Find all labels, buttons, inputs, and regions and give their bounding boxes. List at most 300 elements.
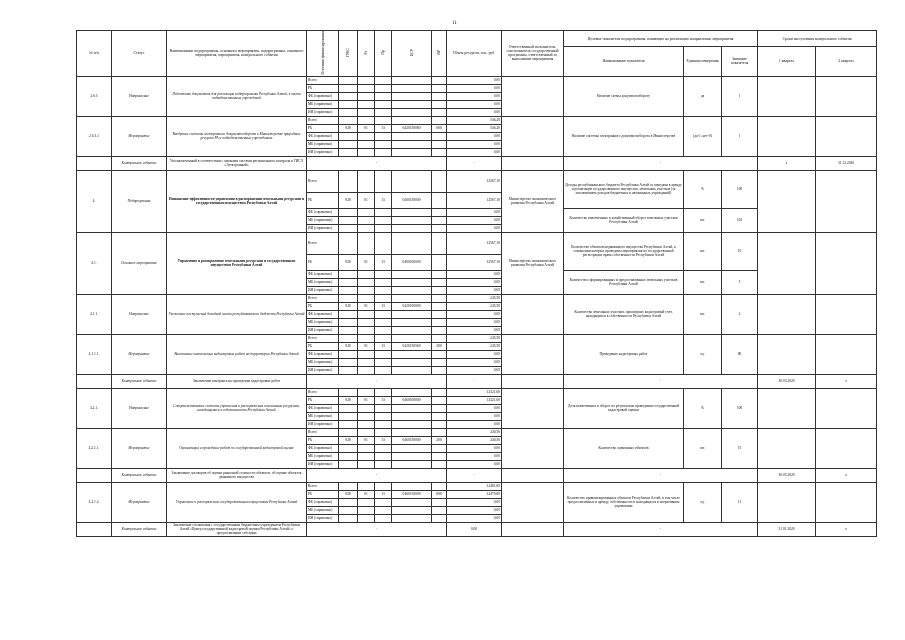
row-q1: 31.01.2020 xyxy=(758,522,816,536)
row-code-empty xyxy=(358,498,375,506)
row-code-empty xyxy=(375,170,392,192)
row-code-empty xyxy=(392,224,432,232)
row-pr: 13 xyxy=(375,254,392,270)
row-q1 xyxy=(758,232,816,294)
row-vr xyxy=(432,192,447,208)
row-target-name: Количество земельных участков, прошедших кадастровый учет, находящихся в собственности Республики Алтай xyxy=(564,294,684,334)
row-volume: 12567,10 xyxy=(447,170,502,192)
row-code-empty xyxy=(358,270,375,278)
row-code-empty xyxy=(375,444,392,452)
row-q2 xyxy=(816,232,877,294)
row-code-empty xyxy=(432,270,447,278)
row-status: Мероприятие xyxy=(112,428,167,468)
row-volume: 0,00 xyxy=(447,286,502,294)
row-q1 xyxy=(758,294,816,334)
row-target-value: 80 xyxy=(722,334,758,374)
row-volume: 0,00 xyxy=(447,366,502,374)
row-volume: 0,00 xyxy=(447,140,502,148)
row-source: Всего xyxy=(307,428,339,436)
row-code-empty xyxy=(392,404,432,412)
row-code-empty xyxy=(392,232,432,254)
row-code-empty xyxy=(358,482,375,490)
row-source: ИИ (справочно) xyxy=(307,514,339,522)
row-code-empty xyxy=(358,286,375,294)
row-volume: 245,50 xyxy=(447,342,502,350)
row-volume: 0,00 xyxy=(447,132,502,140)
row-grbs: 928 xyxy=(339,254,358,270)
row-target-unit: шт. xyxy=(684,232,722,270)
row-code-empty xyxy=(375,286,392,294)
row-codes: - xyxy=(307,468,447,482)
row-code-empty xyxy=(432,140,447,148)
col-grbs: ГРБС xyxy=(346,48,350,58)
row-rz: 01 xyxy=(358,490,375,498)
row-volume: 12321,60 xyxy=(447,396,502,404)
row-target: - xyxy=(564,522,758,536)
row-code-empty xyxy=(358,208,375,216)
row-volume: 0,00 xyxy=(447,310,502,318)
row-source: Всего xyxy=(307,388,339,396)
row-code-empty xyxy=(432,148,447,156)
row-source: МБ (справочно) xyxy=(307,318,339,326)
row-source: Всего xyxy=(307,334,339,342)
row-resp: Министерство экономического развития Республики Алтай xyxy=(502,232,564,294)
row-code-empty xyxy=(392,506,432,514)
row-code-empty xyxy=(339,326,358,334)
row-code-empty xyxy=(339,428,358,436)
row-name: Заключение договоров об оценке рыночной стоимости объектов, об оценке объектов движимого имущества xyxy=(167,468,307,482)
row-name: Подготовка документов для реализации подпрограммы Республики Алтай, в части подведомственных учреждений xyxy=(167,76,307,116)
row-code-empty xyxy=(432,498,447,506)
program-table xyxy=(76,30,877,537)
row-code-empty xyxy=(358,350,375,358)
table-row xyxy=(77,374,877,388)
row-vr: 200 xyxy=(432,436,447,444)
row-volume: 0,00 xyxy=(447,506,502,514)
row-code-empty xyxy=(432,366,447,374)
row-code-empty xyxy=(339,148,358,156)
row-q2: 31.12.2020 xyxy=(816,156,877,170)
row-code-empty xyxy=(339,76,358,84)
row-code-empty xyxy=(375,388,392,396)
row-rz: 01 xyxy=(358,192,375,208)
row-code-empty xyxy=(432,388,447,396)
row-status: Направление xyxy=(112,76,167,116)
row-code-empty xyxy=(432,428,447,436)
row-grbs: 928 xyxy=(339,192,358,208)
row-volume: 0,00 xyxy=(447,216,502,224)
row-code-empty xyxy=(375,270,392,278)
row-code-empty xyxy=(392,286,432,294)
table-row xyxy=(77,428,877,436)
row-target: - xyxy=(564,468,758,482)
row-code-empty xyxy=(339,100,358,108)
row-code-empty xyxy=(375,232,392,254)
row-name: Заключение соглашения с государственным бюджетным учреждением Республики Алтай «Центр государственной кадастровой оценки Республики Алтай» о предоставлении субсидии xyxy=(167,522,307,536)
row-code-empty xyxy=(392,498,432,506)
row-target-unit: да xyxy=(684,76,722,116)
row-status: Мероприятие xyxy=(112,116,167,156)
row-q2 xyxy=(816,334,877,374)
row-source: ФБ (справочно) xyxy=(307,404,339,412)
row-volume: 0,00 xyxy=(447,100,502,108)
row-code-empty xyxy=(358,358,375,366)
row-code-empty xyxy=(339,208,358,216)
row-name: Повышение эффективности управления в распоряжении земельными ресурсами и государственным имуществом Республики Алтай xyxy=(167,170,307,232)
row-status: Контрольное событие xyxy=(112,522,167,536)
row-code-empty xyxy=(339,216,358,224)
row-grbs: 928 xyxy=(339,396,358,404)
row-code-empty xyxy=(375,208,392,216)
row-rz: 01 xyxy=(358,254,375,270)
row-code-empty xyxy=(375,420,392,428)
row-num: 4.1. xyxy=(77,232,112,294)
row-code-empty xyxy=(392,326,432,334)
row-source: ИИ (справочно) xyxy=(307,326,339,334)
row-q1 xyxy=(758,116,816,156)
row-num xyxy=(77,522,112,536)
row-pr: 13 xyxy=(375,192,392,208)
row-num xyxy=(77,156,112,170)
row-volume: 0,00 xyxy=(447,318,502,326)
row-code-empty xyxy=(392,318,432,326)
row-vr xyxy=(432,84,447,92)
table-row xyxy=(77,388,877,396)
table-row xyxy=(77,294,877,302)
col-resp: Ответственный исполнитель, соисполнитель государственной программы, ответственный за выполнение мероприятия xyxy=(502,31,564,77)
row-target-unit: шт. xyxy=(684,428,722,468)
row-pr: 13 xyxy=(375,396,392,404)
row-name: Совершенствование системы управления и распоряжения земельными ресурсами, находящимися в собственности Республики Алтай xyxy=(167,388,307,428)
row-volume: 0,00 xyxy=(447,514,502,522)
row-volume: 0,00 xyxy=(447,326,502,334)
row-vr: 200 xyxy=(432,342,447,350)
row-code-empty xyxy=(432,310,447,318)
row-volume: 0,00 xyxy=(447,148,502,156)
row-status: Направление xyxy=(112,294,167,334)
row-num xyxy=(77,374,112,388)
row-target-name: Наличие схемы документообороту xyxy=(564,76,684,116)
row-code-empty xyxy=(392,420,432,428)
row-source: Всего xyxy=(307,294,339,302)
row-resp xyxy=(502,428,564,468)
row-code-empty xyxy=(432,286,447,294)
row-code-empty xyxy=(432,350,447,358)
col-name: Наименование подпрограммы, основного мероприятия, подпрограммы, основного мероприятия, мероприятия, контрольного события xyxy=(167,31,307,77)
row-q2 xyxy=(816,428,877,468)
row-pr: 13 xyxy=(375,302,392,310)
row-code-empty xyxy=(339,420,358,428)
row-rz: 01 xyxy=(358,124,375,132)
col-deadline: Сроки наступления контрольного события xyxy=(758,31,877,47)
row-source: ФБ (справочно) xyxy=(307,310,339,318)
row-name: Увеличение поступлений доходной части республиканского бюджета Республики Алтай xyxy=(167,294,307,334)
row-volume: 245,50 xyxy=(447,294,502,302)
row-code-empty xyxy=(432,232,447,254)
row-status: Контрольное событие xyxy=(112,468,167,482)
row-status: Мероприятие xyxy=(112,334,167,374)
row-code-empty xyxy=(339,514,358,522)
row-q1: х xyxy=(758,156,816,170)
row-code-empty xyxy=(358,92,375,100)
col-fin-source: Источник финансирования xyxy=(320,31,325,75)
row-code-empty xyxy=(392,388,432,396)
row-code-empty xyxy=(339,140,358,148)
row-q1 xyxy=(758,334,816,374)
row-resp xyxy=(502,482,564,522)
row-q1: 30.05.2020 xyxy=(758,468,816,482)
row-codes: - xyxy=(307,374,447,388)
row-code-empty xyxy=(339,498,358,506)
row-source: ИИ (справочно) xyxy=(307,420,339,428)
col-rz: Рз xyxy=(364,50,368,55)
row-code-empty xyxy=(358,278,375,286)
row-code-empty xyxy=(339,460,358,468)
row-target2-unit: шт. xyxy=(684,270,722,294)
row-code-empty xyxy=(339,270,358,278)
row-code-empty xyxy=(375,108,392,116)
row-vr xyxy=(432,254,447,270)
row-code-empty xyxy=(375,92,392,100)
row-code-empty xyxy=(392,444,432,452)
row-code-empty xyxy=(392,366,432,374)
row-target: - xyxy=(564,156,758,170)
row-source: МБ (справочно) xyxy=(307,412,339,420)
row-code-empty xyxy=(392,412,432,420)
row-source: ИИ (справочно) xyxy=(307,286,339,294)
row-name: Заключение контракта на проведение кадастровых работ xyxy=(167,374,307,388)
row-code-empty xyxy=(358,420,375,428)
row-code-empty xyxy=(432,452,447,460)
row-code-empty xyxy=(339,388,358,396)
col-unit: Единица измерения xyxy=(684,47,722,76)
row-code-empty xyxy=(392,170,432,192)
row-code-empty xyxy=(358,170,375,192)
col-target: Целевые показатели подпрограммы, влияющие на реализацию направления, мероприятия xyxy=(564,31,758,47)
row-num: 2.6.3.1 xyxy=(77,116,112,156)
row-target: - xyxy=(564,374,758,388)
row-pr: 13 xyxy=(375,342,392,350)
row-source: РБ xyxy=(307,490,339,498)
table-row xyxy=(77,116,877,124)
row-code-empty xyxy=(392,148,432,156)
row-source: РБ xyxy=(307,342,339,350)
row-vr: 600 xyxy=(432,124,447,132)
row-target-name: Наличие системы электронного документооборота в Министерстве xyxy=(564,116,684,156)
row-q2 xyxy=(816,170,877,232)
row-code-empty xyxy=(392,428,432,436)
row-csr: 0400100000 xyxy=(392,254,432,270)
row-status: Контрольное событие xyxy=(112,374,167,388)
col-q2: 2 квартал xyxy=(816,47,877,76)
row-volume: 546,20 xyxy=(447,116,502,124)
col-q1: 1 квартал xyxy=(758,47,816,76)
row-volume: 245,50 xyxy=(447,302,502,310)
row-code-empty xyxy=(432,132,447,140)
col-volume: Объем ресурсов, тыс. руб. xyxy=(447,31,502,77)
row-code-empty xyxy=(375,278,392,286)
row-grbs: 928 xyxy=(339,302,358,310)
row-q1 xyxy=(758,170,816,232)
row-target-unit: % xyxy=(684,170,722,208)
row-code-empty xyxy=(339,482,358,490)
row-code-empty xyxy=(358,232,375,254)
row-q1: 30.03.2020 xyxy=(758,374,816,388)
row-name: Управление и распоряжение государственным имуществом Республики Алтай xyxy=(167,482,307,522)
row-code-empty xyxy=(375,358,392,366)
row-code-empty xyxy=(358,388,375,396)
row-source: Всего xyxy=(307,116,339,124)
row-target-unit: ед. xyxy=(684,334,722,374)
row-rz: 01 xyxy=(358,396,375,404)
row-volume: 0,00 xyxy=(447,270,502,278)
row-code-empty xyxy=(375,310,392,318)
row-status: Контрольное событие xyxy=(112,156,167,170)
row-target-name: Количество приватизированных объектов Республики Алтай, в том числе предоставленных в аренду, собственности и находящихся в оперативном управлении xyxy=(564,482,684,522)
row-code-empty xyxy=(432,108,447,116)
row-target2-value: 5 xyxy=(722,270,758,294)
row-source: ФБ (справочно) xyxy=(307,92,339,100)
row-volume: 0,00 xyxy=(447,76,502,84)
row-vr: 800 xyxy=(432,490,447,498)
row-volume: 12321,60 xyxy=(447,388,502,396)
page-number: 11 xyxy=(452,21,457,26)
row-volume: 12481,00 xyxy=(447,482,502,490)
row-volume: - xyxy=(447,374,502,388)
row-code-empty xyxy=(392,116,432,124)
row-code-empty xyxy=(339,444,358,452)
row-code-empty xyxy=(392,350,432,358)
row-pr xyxy=(375,84,392,92)
row-target-value: 15 xyxy=(722,428,758,468)
row-source: Всего xyxy=(307,170,339,192)
row-source: ФБ (справочно) xyxy=(307,444,339,452)
row-csr: 0460100000 xyxy=(392,396,432,404)
row-code-empty xyxy=(339,452,358,460)
row-code-empty xyxy=(432,326,447,334)
row-code-empty xyxy=(432,92,447,100)
row-code-empty xyxy=(432,412,447,420)
row-code-empty xyxy=(375,460,392,468)
row-q1 xyxy=(758,482,816,522)
row-q2 xyxy=(816,482,877,522)
row-num: 4.2.1.2. xyxy=(77,482,112,522)
row-code-empty xyxy=(339,170,358,192)
row-q2: х xyxy=(816,374,877,388)
row-volume: 12567,10 xyxy=(447,254,502,270)
row-status: Направление xyxy=(112,388,167,428)
row-target2-name: Количество вовлеченных в хозяйственный оборот земельных участков Республики Алтай xyxy=(564,208,684,232)
row-vr xyxy=(432,302,447,310)
row-resp xyxy=(502,374,564,388)
row-target-value: 1 xyxy=(722,76,758,116)
row-q1 xyxy=(758,388,816,428)
row-code-empty xyxy=(375,140,392,148)
row-code-empty xyxy=(339,286,358,294)
row-code-empty xyxy=(392,514,432,522)
row-rz xyxy=(358,84,375,92)
row-resp xyxy=(502,156,564,170)
row-code-empty xyxy=(432,208,447,216)
row-code-empty xyxy=(432,506,447,514)
row-target-value: 100 xyxy=(722,388,758,428)
row-num: 4.1.1. xyxy=(77,294,112,334)
row-code-empty xyxy=(358,108,375,116)
row-code-empty xyxy=(358,132,375,140)
row-code-empty xyxy=(339,92,358,100)
row-code-empty xyxy=(432,420,447,428)
row-code-empty xyxy=(392,92,432,100)
row-volume: 546,20 xyxy=(447,124,502,132)
row-resp xyxy=(502,334,564,374)
row-code-empty xyxy=(339,232,358,254)
row-code-empty xyxy=(339,278,358,286)
row-volume: 12567,10 xyxy=(447,192,502,208)
row-q2 xyxy=(816,116,877,156)
row-code-empty xyxy=(432,216,447,224)
row-pr: 13 xyxy=(375,490,392,498)
row-source: РБ xyxy=(307,254,339,270)
row-pr: 13 xyxy=(375,436,392,444)
row-code-empty xyxy=(375,514,392,522)
row-code-empty xyxy=(432,334,447,342)
row-code-empty xyxy=(339,334,358,342)
row-code-empty xyxy=(358,506,375,514)
table-row xyxy=(77,170,877,192)
row-csr xyxy=(392,84,432,92)
row-target-name: Доля вовлеченных в оборот по результатам проведения государственной кадастровой оценки xyxy=(564,388,684,428)
row-code-empty xyxy=(432,224,447,232)
row-grbs: 928 xyxy=(339,124,358,132)
row-code-empty xyxy=(375,366,392,374)
row-code-empty xyxy=(375,294,392,302)
row-code-empty xyxy=(432,460,447,468)
row-source: РБ xyxy=(307,396,339,404)
table-row xyxy=(77,468,877,482)
row-resp xyxy=(502,522,564,536)
row-source: Всего xyxy=(307,76,339,84)
row-source: МБ (справочно) xyxy=(307,140,339,148)
row-q1 xyxy=(758,428,816,468)
row-code-empty xyxy=(358,294,375,302)
row-volume: 0,00 xyxy=(447,208,502,216)
row-source: МБ (справочно) xyxy=(307,216,339,224)
row-target-name: Количество объектов недвижимого имущества Республики Алтай, в отношении которых проведены мероприятия по государственной регистрации права собственности Республики Алтай xyxy=(564,232,684,270)
row-code-empty xyxy=(432,514,447,522)
row-name: Управление и распоряжение земельными ресурсами и государственным имуществом Республики Алтай xyxy=(167,232,307,294)
row-target2-unit: шт. xyxy=(684,208,722,232)
row-resp xyxy=(502,388,564,428)
row-code-empty xyxy=(432,170,447,192)
row-code-empty xyxy=(358,148,375,156)
row-code-empty xyxy=(375,100,392,108)
row-code-empty xyxy=(339,412,358,420)
row-grbs: 928 xyxy=(339,490,358,498)
row-q2 xyxy=(816,294,877,334)
row-code-empty xyxy=(392,140,432,148)
row-num: 4.1.1.1. xyxy=(77,334,112,374)
row-volume: 240,56 xyxy=(447,428,502,436)
row-code-empty xyxy=(375,132,392,140)
row-code-empty xyxy=(392,452,432,460)
table-header-row xyxy=(77,31,877,47)
row-q1 xyxy=(758,76,816,116)
row-volume: 0,00 xyxy=(447,452,502,460)
row-volume: 0,00 xyxy=(447,444,502,452)
row-csr: 0460150000 xyxy=(392,490,432,498)
row-grbs: 928 xyxy=(339,342,358,350)
row-resp xyxy=(502,116,564,156)
